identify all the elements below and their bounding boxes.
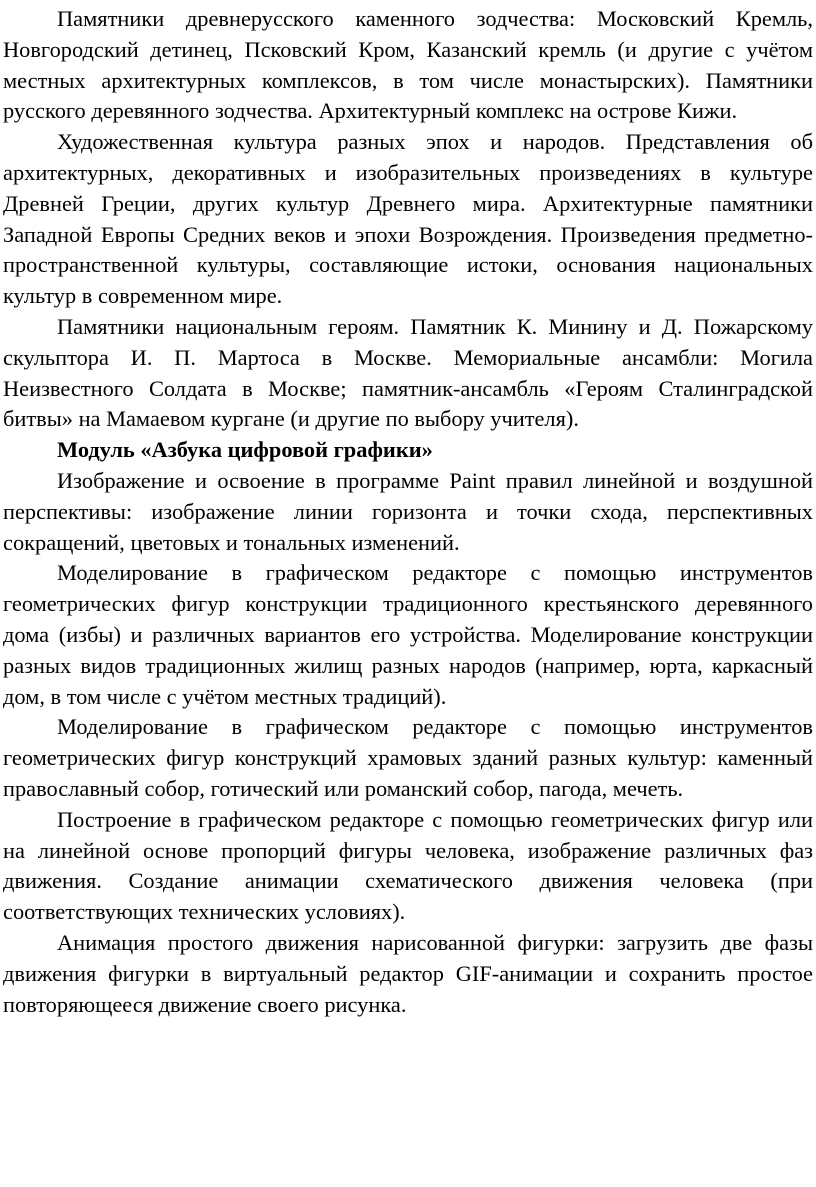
paragraph-temple-modeling: Моделирование в графическом редакторе с помощью инструментов геометрических фигур конструкций храмовых зданий разных культур: каменный православный собор, готический или романский собор, пагода, мечеть. [3,714,813,801]
module-heading: Модуль «Азбука цифровой графики» [57,437,433,463]
paragraph-stone-architecture: Памятники древнерусского каменного зодчества: Московский Кремль, Новгородский детинец, Псковский Кром, Казанский кремль (и другие с учётом местных архитектурных комплексов, в том числе монастырских). Памятники русского деревянного зодчества. Архитектурный комплекс на острове Кижи. [3,6,813,124]
paragraph-perspective: Изображение и освоение в программе Paint правил линейной и воздушной перспективы: изображение линии горизонта и точки схода, перспективных сокращений, цветовых и тональных изменений. [3,467,813,555]
paragraph-human-figure: Построение в графическом редакторе с помощью геометрических фигур или на линейной основе пропорций фигуры человека, изображение различных фаз движения. Создание анимации схематического движения человека (при соответствующих технических условиях). [3,806,813,925]
paragraph-art-culture: Художественная культура разных эпох и народов. Представления об архитектурных, декоративных и изобразительных произведениях в культуре Древней Греции, других культур Древнего мира. Архитектурные памятники Западной Европы Средних веков и эпохи Возрождения. Произведения предметно-пространственной культуры, составляющие истоки, основания национальных культур в современном мире. [3,129,813,309]
paragraph-animation: Анимация простого движения нарисованной фигурки: загрузить две фазы движения фигурки в виртуальный редактор GIF-анимации и сохранить простое повторяющееся движение своего рисунка. [3,929,813,1017]
paragraph-monuments: Памятники национальным героям. Памятник К. Минину и Д. Пожарскому скульптора И. П. Мартоса в Москве. Мемориальные ансамбли: Могила Неизвестного Солдата в Москве; памятник-ансамбль «Героям Сталинградской битвы» на Мамаевом кургане (и другие по выбору учителя). [3,313,813,432]
paragraph-house-modeling: Моделирование в графическом редакторе с помощью инструментов геометрических фигур конструкции традиционного крестьянского деревянного дома (избы) и различных вариантов его устройства. Моделирование конструкции разных видов традиционных жилищ разных народов (например, юрта, каркасный дом, в том числе с учётом местных традиций). [3,560,813,709]
